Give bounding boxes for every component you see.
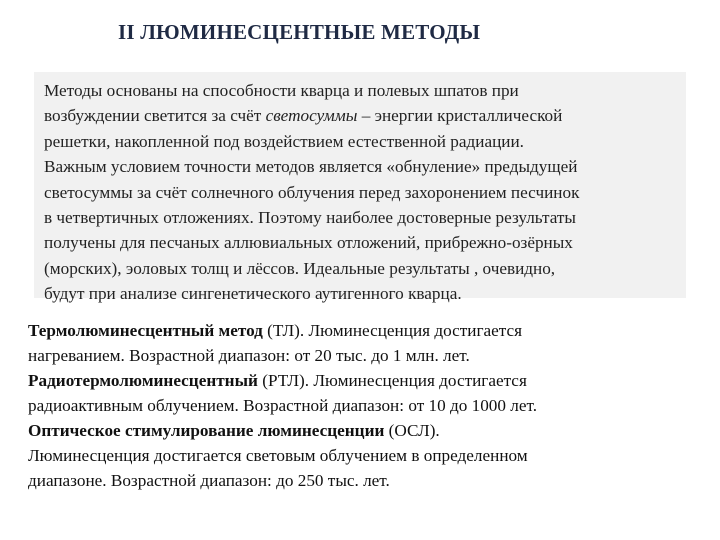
method-rtl-line xyxy=(28,368,698,393)
method-osl-text: (ОСЛ). xyxy=(384,421,440,440)
intro-text: – энергии кристаллической xyxy=(357,106,563,126)
intro-line xyxy=(44,103,684,128)
method-osl-line: Люминесценция достигается световым облучением в определенном xyxy=(28,446,528,465)
intro-line: будут при анализе сингенетического аутигенного кварца. xyxy=(44,284,462,304)
method-osl-line: диапазоне. Возрастной диапазон: до 250 тыс. лет. xyxy=(28,471,390,490)
intro-line: в четвертичных отложениях. Поэтому наиболее достоверные результаты xyxy=(44,208,576,228)
intro-line: Важным условием точности методов является «обнуление» предыдущей xyxy=(44,157,578,177)
intro-text: возбуждении светится за счёт xyxy=(44,106,266,126)
method-rtl-line: радиоактивным облучением. Возрастной диапазон: от 10 до 1000 лет. xyxy=(28,396,538,415)
method-rtl-text: (РТЛ). Люминесценция достигается xyxy=(257,371,527,390)
method-tl-text: (ТЛ). Люминесценция достигается xyxy=(262,321,523,340)
intro-line: решетки, накопленной под воздействием естественной радиации. xyxy=(44,131,524,151)
slide-title: II ЛЮМИНЕСЦЕНТНЫЕ МЕТОДЫ xyxy=(118,20,481,44)
intro-line: светосуммы за счёт солнечного облучения перед захоронением песчинок xyxy=(44,182,580,202)
intro-line: (морских), эоловых толщ и лёссов. Идеальные результаты , очевидно, xyxy=(44,258,556,278)
method-tl-name: Термолюминесцентный метод xyxy=(28,321,263,340)
intro-line: Методы основаны на способности кварца и полевых шпатов при xyxy=(44,81,519,100)
method-rtl-name: Радиотермолюминесцентный xyxy=(28,371,258,390)
intro-paragraph xyxy=(44,78,684,307)
method-osl-line xyxy=(28,418,698,443)
intro-emphasis: светосуммы xyxy=(265,106,358,126)
method-tl-line xyxy=(28,318,698,343)
method-tl-line: нагреванием. Возрастной диапазон: от 20 тыс. до 1 млн. лет. xyxy=(28,346,470,365)
method-osl-name: Оптическое стимулирование люминесценции xyxy=(28,421,385,440)
methods-list xyxy=(28,318,698,493)
intro-line: получены для песчаных аллювиальных отложений, прибрежно-озёрных xyxy=(44,233,573,253)
